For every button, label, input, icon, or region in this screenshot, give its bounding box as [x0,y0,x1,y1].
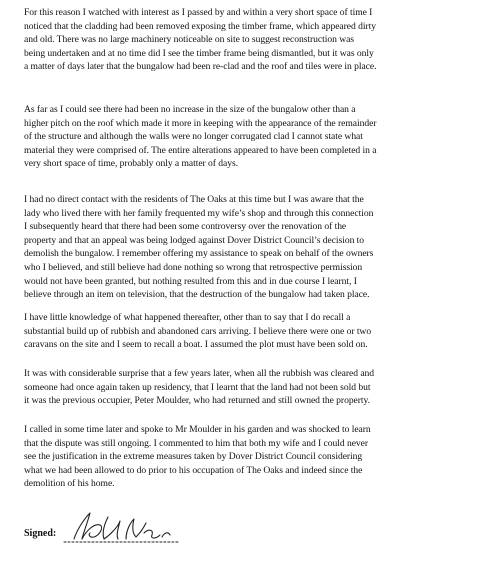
text-line: what we had been allowed to do prior to his occupation of The Oaks and indeed since the [24,464,363,476]
signature-block [24,509,284,549]
text-line: lady who lived there with her family frequented my wife’s shop and through this connection [24,207,374,219]
paragraph-2 [24,103,484,171]
text-line: who I believed, and still believe had done nothing so wrong that retrospective permission [24,261,363,273]
text-line: substantial build up of rubbish and abandoned cars arriving. I believe there were one or two [24,325,372,337]
text-line: I called in some time later and spoke to Mr Moulder in his garden and was shocked to learn [24,424,371,435]
paragraph-4 [24,311,484,352]
text-line: I had no direct contact with the residents of The Oaks at this time but I was aware that the [24,194,364,205]
text-line: caravans on the site and I seem to recall a boat. I assumed the plot must have been sold on. [24,339,368,351]
text-line: see the justification in the extreme measures taken by Dover District Council considering [24,451,363,463]
text-line: it was the previous occupier, Peter Moulder, who had returned and still owned the property. [24,395,371,407]
text-line: demolition of his home. [24,478,115,490]
text-line: a matter of days later that the bungalow had been re-clad and the roof and tiles were in place. [24,61,377,73]
text-line: material they were comprised of. The entire alterations appeared to have been completed in a [24,144,377,156]
text-line: It was with considerable surprise that a few years later, when all the rubbish was cleared and [24,368,375,379]
text-line: demolish the bungalow. I remember offering my assistance to speak on behalf of the owners [24,248,374,260]
handwritten-signature [60,509,240,549]
text-line: that the dispute was still ongoing. I commented to him that both my wife and I could never [24,437,369,449]
paragraph-5 [24,367,484,408]
text-line: I have little knowledge of what happened thereafter, other than to say that I do recall a [24,312,351,323]
text-line: very short space of time, probably only a matter of days. [24,158,239,170]
text-line: noticed that the cladding had been removed exposing the timber frame, which appeared dirty [24,20,376,32]
text-line: believe through an item on television, that the destruction of the bungalow had taken place. [24,289,370,301]
text-line: being undertaken and at no time did I see the timber frame being dismantled, but it was only [24,47,374,59]
text-line: I subsequently heard that there had been some controversy over the renovation of the [24,221,347,233]
text-line: and old. There was no large machinery noticeable on site to suggest reconstruction was [24,34,354,46]
paragraph-1 [24,6,484,74]
text-line: As far as I could see there had been no increase in the size of the bungalow other than a [24,104,356,115]
signed-label: Signed: [24,528,57,539]
paragraph-6 [24,423,484,491]
text-line: would not have been granted, but nothing resulted from this and in due course I learnt, I [24,275,357,287]
text-line: higher pitch on the roof which made it more in keeping with the appearance of the remainder [24,117,377,129]
text-line: For this reason I watched with interest as I passed by and within a very short space of time I [24,7,373,18]
text-line: of the structure and although the walls were no longer corrugated clad I cannot state what [24,131,363,143]
text-line: someone had once again taken up residency, that I learnt that the land had not been sold but [24,381,371,393]
text-line: property and that an appeal was being lodged against Dover District Council’s decision to [24,234,365,246]
paragraph-3 [24,193,484,302]
